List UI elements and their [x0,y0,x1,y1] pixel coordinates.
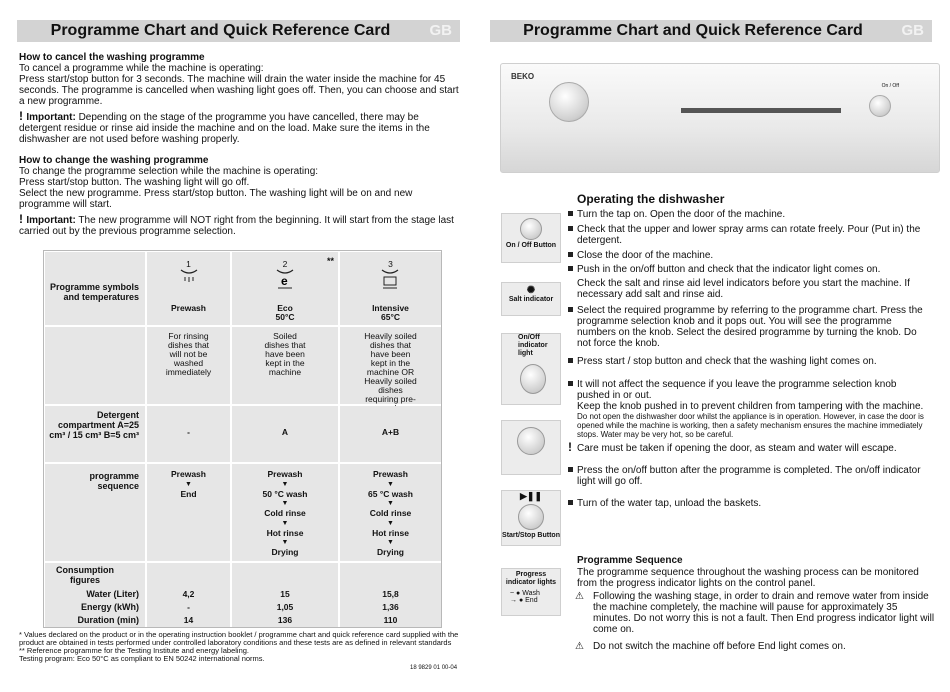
step-text: Keep the knob pushed in to prevent children from tampering with the machine. [577,401,924,412]
sequence-text: The programme sequence throughout the washing process can be monitored from the progress indicator lights on the control panel. [577,567,919,589]
operating-heading: Operating the dishwasher [577,192,725,206]
progress-lights-thumb [501,568,561,616]
salt-indicator-thumb [501,282,561,316]
duration-label: Duration (min) [77,615,139,625]
progress-thumb-label: Progress indicator lights [505,571,557,586]
warning-2-text: Do not switch the machine off before End light comes on. [593,641,846,652]
symbols-label: Programme symbols and temperatures [49,282,139,302]
footnotes [19,631,463,663]
intensive-icon [379,266,401,290]
prog1-duration: 14 [183,615,194,625]
left-header [17,20,460,42]
onoff-thumb-label: On / Off Button [505,242,557,249]
seq-step: Hot rinse [372,527,409,538]
doc-number: 18 9829 01 00-04 [410,665,458,671]
prog1-sequence-cell [147,464,230,561]
energy-label: Energy (kWh) [80,602,139,612]
seq-arrow: ▼ [387,500,394,507]
step-item [568,209,932,220]
prog1-consumption-cell [147,563,230,627]
cancel-line1: To cancel a programme while the machine is operating: [19,63,264,74]
prog2-detergent: A [281,427,289,437]
step-text: Press start / stop button and check that the washing light comes on. [577,356,877,367]
seq-step: 65 °C wash [368,488,413,499]
prog1-header [147,252,230,325]
prog2-temp: 50°C [275,312,295,322]
prog2-num: 2 [282,259,288,269]
cancel-important-text: Depending on the stage of the programme you have cancelled, there may be detergent residue or rinse aid inside the machine and on the load. Make sure the items in the dishwasher are not used before washing properly. [19,112,430,145]
prog2-duration: 136 [277,615,293,625]
prog2-name: Eco [277,303,293,313]
end-indicator-icon: → ● [510,597,524,604]
seq-step: 50 °C wash [262,488,308,499]
step-item [568,465,932,487]
step-text: Push in the on/off button and check that the indicator light comes on. [577,264,881,275]
change-heading: How to change the washing programme [19,155,209,166]
warning-triangle-icon: ⚠ [575,641,584,652]
step-text: It will not affect the sequence if you leave the programme selection knob pushed in or out. [577,379,897,401]
onoff-button-thumb [501,213,561,263]
step-item [568,278,932,300]
prog3-duration: 110 [383,615,398,625]
prog3-temp: 65°C [381,312,400,322]
seq-step: Prewash [373,469,408,479]
eco-star-mark: ** [326,256,334,266]
warning-2 [575,641,935,652]
change-important-text: The new programme will NOT right from the beginning. It will start from the stage last carried out by the previous programme selection. [19,215,454,237]
control-panel-illustration [500,63,940,173]
power-button-icon [520,218,542,240]
seq-step: Cold rinse [264,508,306,518]
symbols-label-cell [45,252,145,325]
step-text: Close the door of the machine. [577,250,714,261]
step-item [568,498,932,509]
prog1-num: 1 [186,259,191,269]
wash-light [502,590,560,597]
prewash-icon [178,266,200,288]
warning-1 [575,591,935,635]
prog1-energy: - [187,602,190,612]
step-text: Select the required programme by referring to the programme chart. Press the programme selection knob and it pops out. You will see the programme numbers on the knob. Select the desired programme by turning the knob. Do not force the knob. [577,305,923,349]
prog3-name: Intensive [372,303,409,313]
step-item [568,224,932,246]
prog3-num: 3 [388,259,393,269]
startstop-thumb-label: Start/Stop Button [502,532,560,539]
programme-chart [43,250,442,628]
right-page [488,0,950,692]
consumption-label: Consumption figures [56,565,114,585]
warning-triangle-icon: ⚠ [575,591,584,602]
right-header [490,20,932,42]
prog3-energy: 1,36 [382,602,399,612]
seq-step: End [180,488,197,499]
knob-push-thumb [501,420,561,475]
seq-arrow: ▼ [387,519,394,527]
prog1-detergent-cell [147,406,230,462]
prog2-detergent-cell [232,406,338,462]
prog1-name: Prewash [171,303,206,313]
seq-step: Hot rinse [266,527,304,538]
step-text: Check the salt and rinse aid level indicators before you start the machine. If necessary add salt and rinse aid. [577,278,910,300]
step-item [568,412,932,439]
prog2-energy: 1,05 [276,602,294,612]
eco-icon [274,266,296,290]
startstop-button-icon [518,504,544,530]
seq-arrow: ▼ [281,539,289,546]
wash-light-label: Wash [522,590,540,597]
prog1-sequence [147,470,230,499]
seq-step: Prewash [267,469,303,479]
prog3-detergent: A+B [381,427,400,437]
cancel-important: ! Important: Depending on the stage of the programme you have cancelled, there may be detergent residue or rinse aid inside the machine and on the load. Make sure the items in the dishwasher are not used before washing properly. [19,109,430,145]
svg-text:e: e [281,274,288,288]
seq-arrow: ▼ [387,539,394,546]
end-light [502,597,560,604]
prog1-desc-cell [147,327,230,404]
salt-icon: ✺ [526,285,536,296]
step-item [568,250,932,261]
sequence-label-cell [45,464,145,561]
panel-slot [681,108,841,113]
step-text: Check that the upper and lower spray arms can rotate freely. Pour (Put in) the detergent. [577,224,921,246]
step-item [568,264,932,275]
prog3-water: 15,8 [382,589,399,599]
wash-indicator-icon: ~ ● [510,590,521,597]
prog2-consumption-cell [232,563,338,627]
step-item [568,356,932,367]
hand-knob-icon [520,364,546,394]
step-text: Press the on/off button after the programme is completed. The on/off indicator light will go off. [577,465,921,487]
warning-1-text: Following the washing stage, in order to drain and remove water from inside the machine completely, the machine will pause for approximately 35 minutes. Do not worry this is not a fault. Then End progress indicator light will come on. [593,591,935,635]
detergent-label-cell [45,406,145,462]
prog2-desc: Soiled dishes that have been kept in the machine [264,331,306,377]
cancel-section [19,52,463,145]
prog1-desc: For rinsing dishes that will not be washed immediately [165,331,212,377]
seq-step: Drying [271,547,299,557]
seq-arrow: ▼ [387,480,394,488]
prog1-detergent: - [187,427,190,437]
step-item [568,401,932,412]
right-lang-badge: GB [901,22,924,39]
salt-thumb-label: Salt indicator [508,296,554,303]
prog3-desc-cell [340,327,441,404]
step-item: ! Care must be taken if opening the door, as steam and water will escape. [568,440,897,454]
seq-arrow: ▼ [185,480,192,488]
step-text: Turn of the water tap, unload the baskets. [577,498,762,509]
prog2-water: 15 [280,589,290,599]
footnote-1: * Values declared on the product or in the operating instruction booklet / programme chart and quick reference card supplied with the product are obtained in tests performed under controlled laboratory conditions and these tests are as defined in relevant standards [19,630,459,647]
cancel-line2: Press start/stop button for 3 seconds. The machine will drain the water inside the machine for 45 seconds. The programme is cancelled when washing light goes off. Then, you can choose and start a new programme. [19,74,459,107]
desc-label-cell [45,327,145,404]
prog3-header [340,252,441,325]
end-light-label: End [525,597,538,604]
seq-step: Prewash [171,469,206,479]
step-text: Do not open the dishwasher door whilst the appliance is in operation. However, in case the door is opened while the machine is working, then a safety mechanism ensures the machine immediately stops. Water may be very hot, so be careful. [577,412,924,439]
prog3-sequence-cell [340,464,441,561]
step-item [568,379,932,401]
prog2-desc-cell [232,327,338,404]
prog2-sequence-cell [232,464,338,561]
cancel-heading: How to cancel the washing programme [19,52,205,63]
step-text: Turn the tap on. Open the door of the machine. [577,209,786,220]
water-label: Water (Liter) [86,589,139,599]
seq-arrow: ▼ [281,519,289,527]
step-text: Care must be taken if opening the door, as steam and water will escape. [577,443,897,454]
sequence-heading: Programme Sequence [577,555,683,566]
programme-knob-icon [549,82,589,122]
sequence-label: programme sequence [89,471,139,491]
consumption-label-cell [45,563,145,627]
right-title: Programme Chart and Quick Reference Card [523,22,863,39]
onoff-button-icon [869,95,891,117]
step-item [568,305,932,349]
prog3-desc: Heavily soiled dishes that have been kept in the machine OR Heavily soiled dishes requiring pre- [364,331,417,404]
change-line1: To change the programme selection while the machine is operating: [19,166,319,177]
knob-push-icon [517,427,545,455]
left-title: Programme Chart and Quick Reference Card [50,22,391,39]
change-section [19,155,463,237]
change-important-label: Important: [26,215,76,226]
seq-step: Cold rinse [369,508,412,518]
seq-arrow: ▼ [281,480,289,488]
prog3-detergent-cell [340,406,441,462]
footnote-2: ** Reference programme for the Testing Institute and energy labeling. [19,646,249,655]
play-pause-icon: ▶❚❚ [519,491,542,501]
footnote-3: Testing program: Eco 50°C as compliant to EN 50242 international norms. [19,654,265,663]
cancel-important-label: Important: [26,112,76,123]
prog1-water: 4,2 [182,589,195,599]
brand-logo: BEKO [511,72,535,81]
detergent-label: Detergent compartment A=25 cm³ / 15 cm³ B=5 cm³ [49,410,139,440]
change-line2: Press start/stop button. The washing light will go off. [19,177,250,188]
left-page [0,0,470,692]
change-line3: Select the new programme. Press start/stop button. The washing light will be on and new programme will start. [19,188,413,210]
startstop-thumb [501,490,561,546]
indicator-light-thumb [501,333,561,405]
prog2-sequence [232,470,338,558]
prog2-header [232,252,338,325]
seq-arrow: ▼ [281,500,289,507]
left-lang-badge: GB [429,22,452,39]
prog3-sequence [340,470,441,558]
prog3-consumption-cell [340,563,441,627]
seq-step: Drying [377,547,404,557]
change-important: ! Important: The new programme will NOT right from the beginning. It will start from the stage last carried out by the previous programme selection. [19,212,454,237]
indicator-thumb-label: On/Off indicator light [518,334,548,357]
panel-onoff-label: On / Off [881,83,899,89]
